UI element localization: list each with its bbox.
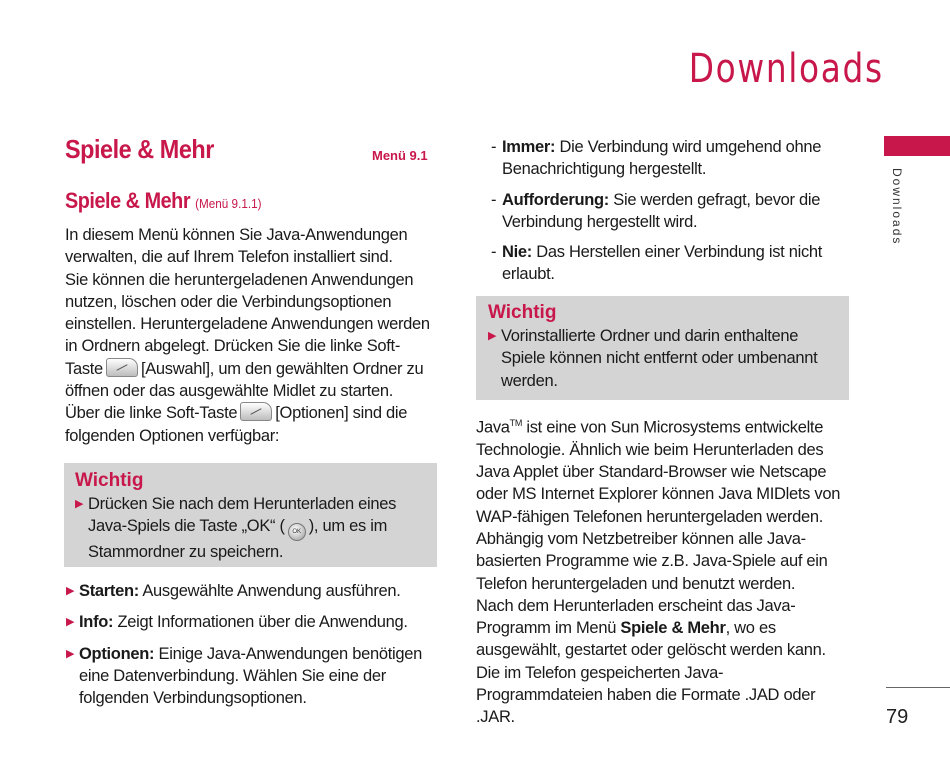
connection-option-immer: - Immer: Die Verbindung wird umgehend ohne Benachrichtigung hergestellt. <box>491 138 822 179</box>
option-item-optionen: ▶ Optionen: Einige Java-Anwendungen benötigen eine Datenverbindung. Wählen Sie eine der folgenden Verbindungsoptionen. <box>66 643 426 710</box>
left-softkey-icon <box>240 402 272 421</box>
java-description <box>476 412 848 729</box>
ok-key-icon: OK <box>288 523 306 541</box>
intro-paragraph-2: Sie können die heruntergeladenen Anwendungen nutzen, löschen oder die Verbindungsoptionen einstellen. Heruntergeladene Anwendungen werden in Ordnern abgelegt. Drücken Sie die linke Soft-Taste [Auswahl], um den gewählten Ordner zu öffnen oder das ausgewählte Midlet zu starten. <box>65 270 430 401</box>
triangle-bullet-icon: ▶ <box>488 330 497 342</box>
intro-text <box>65 224 437 447</box>
subsection-heading-text: Spiele & Mehr <box>65 188 191 213</box>
java-paragraph-1: Java™ ist eine von Sun Microsystems entwickelte Technologie. Ähnlich wie beim Herunterladen des Java Applet über Standard-Browser wie Netscape oder MS Internet Explorer können Java MIDlets von WAP-fähigen Telefonen heruntergeladen werden. Abhängig vom Netzbetreiber können alle Java-basierten Programme wie z.B. Java-Spiele auf ein Telefon heruntergeladen und benutzt werden. <box>476 418 841 593</box>
important-note-text: Vorinstallierte Ordner und darin enthaltene Spiele können nicht entfernt oder umbenannt werden. <box>501 327 818 390</box>
important-note-box-2 <box>476 296 849 400</box>
option-item-starten: ▶ Starten: Ausgewählte Anwendung ausführen. <box>66 580 426 602</box>
java-paragraph-3: Die im Telefon gespeicherten Java-Programmdateien haben die Formate .JAD oder .JAR. <box>476 663 816 727</box>
triangle-bullet-icon: ▶ <box>75 498 84 510</box>
important-note-text: Drücken Sie nach dem Herunterladen eines Java-Spiels die Taste „OK“ ( OK ), um es im Stammordner zu speichern. <box>88 495 397 562</box>
triangle-bullet-icon: ▶ <box>66 647 75 660</box>
page-title: Downloads <box>689 46 884 92</box>
important-note-box <box>64 463 437 567</box>
side-section-label: Downloads <box>890 168 904 246</box>
menu-number-tag: Menü 9.1 <box>372 148 428 163</box>
connection-option-aufforderung: - Aufforderung: Sie werden gefragt, bevor die Verbindung hergestellt wird. <box>491 190 821 231</box>
connection-option-nie: - Nie: Das Herstellen einer Verbindung ist nicht erlaubt. <box>491 243 823 284</box>
subsection-menu-ref: (Menü 9.1.1) <box>195 196 262 211</box>
important-note-title: Wichtig <box>488 302 557 323</box>
options-list <box>66 580 426 718</box>
intro-paragraph-1: In diesem Menü können Sie Java-Anwendungen verwalten, die auf Ihrem Telefon installiert sind. <box>65 226 408 267</box>
option-item-info: ▶ Info: Zeigt Informationen über die Anwendung. <box>66 611 426 633</box>
important-note-item <box>488 325 839 392</box>
connection-options-list <box>491 136 836 294</box>
left-softkey-icon <box>106 358 138 377</box>
java-paragraph-2: Nach dem Herunterladen erscheint das Java-Programm im Menü Spiele & Mehr, wo es ausgewählt, gestartet oder gelöscht werden kann. <box>476 596 826 660</box>
page-number: 79 <box>886 706 909 728</box>
section-heading: Spiele & Mehr <box>65 134 214 164</box>
footer-rule <box>886 687 950 688</box>
section-tab-marker <box>884 136 950 156</box>
triangle-bullet-icon: ▶ <box>66 585 75 597</box>
triangle-bullet-icon: ▶ <box>66 616 75 629</box>
subsection-heading <box>65 188 261 214</box>
important-note-item <box>75 493 427 564</box>
intro-paragraph-3: Über die linke Soft-Taste [Optionen] sind die folgenden Optionen verfügbar: <box>65 404 408 445</box>
important-note-title: Wichtig <box>75 470 144 491</box>
